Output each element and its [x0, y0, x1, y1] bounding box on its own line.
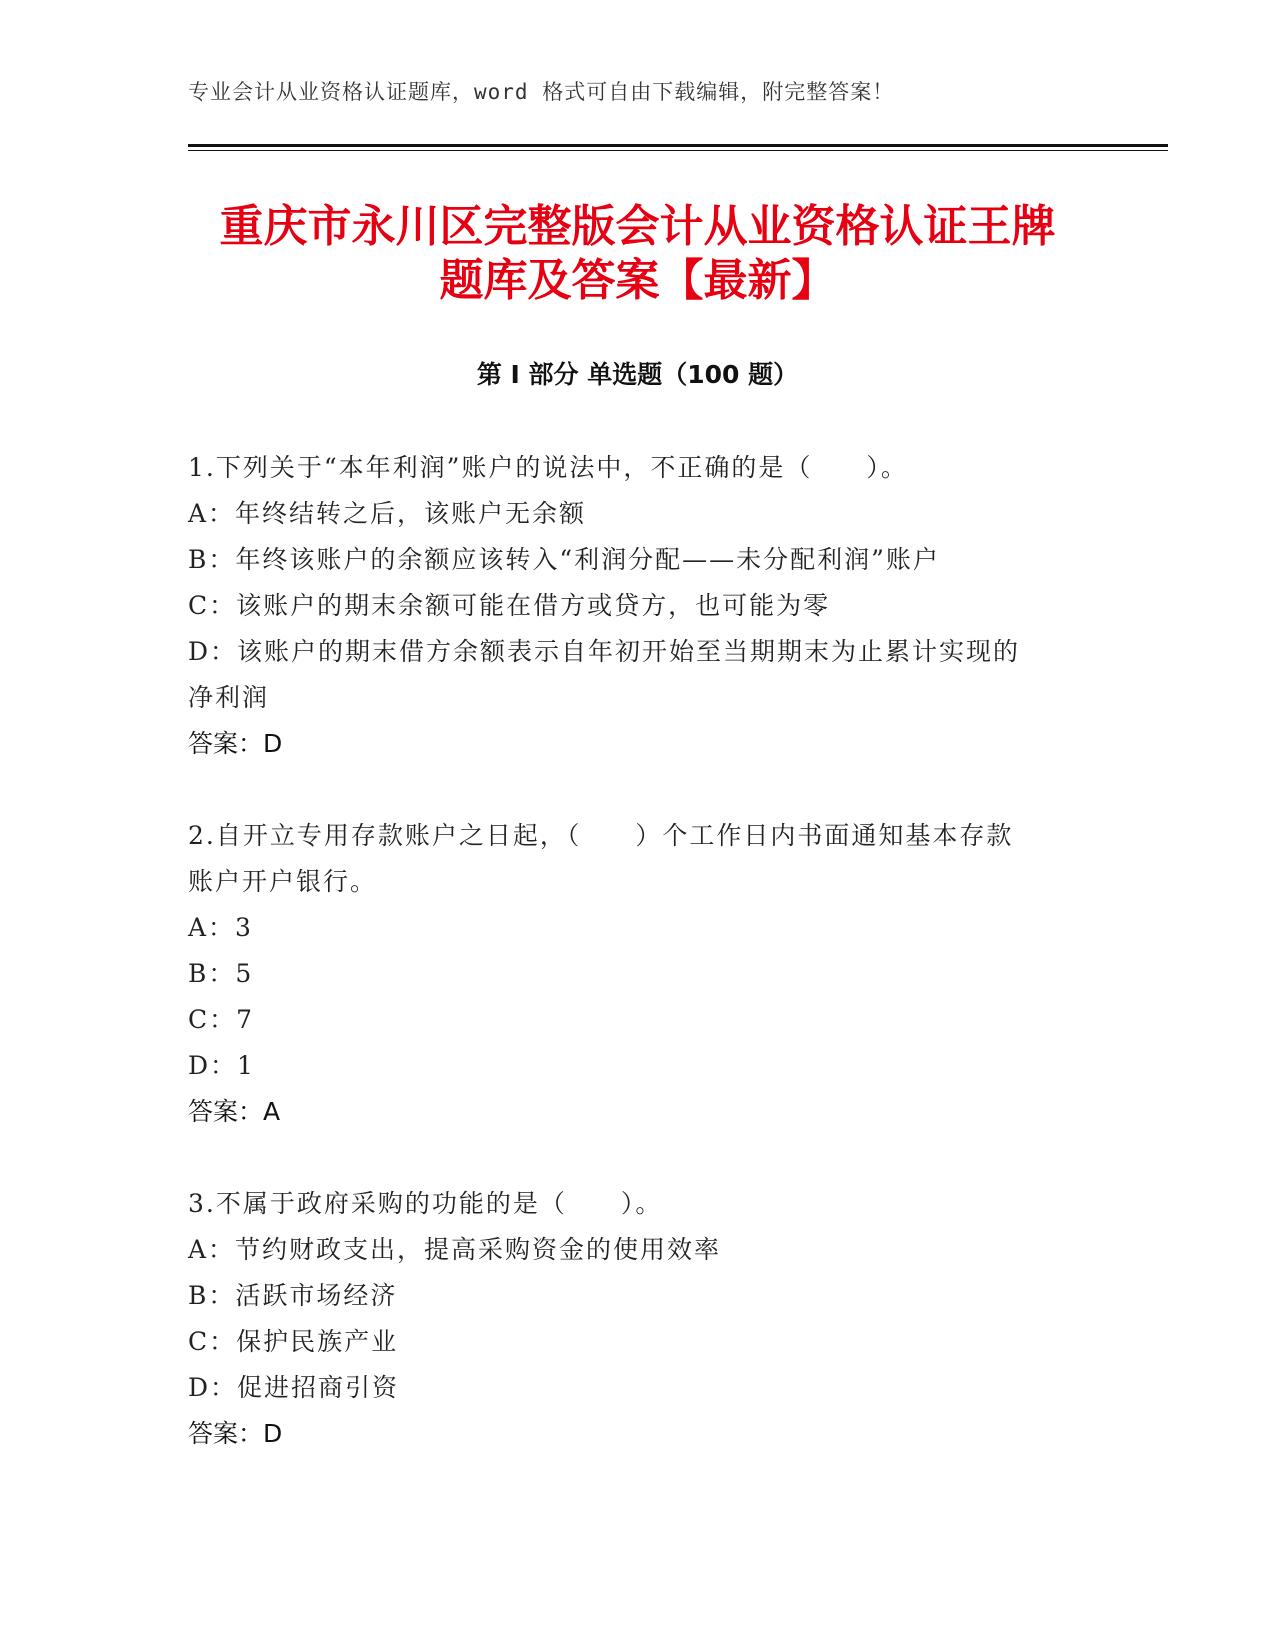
question-3 — [188, 1181, 1088, 1457]
option-d-continued: 净利润 — [188, 683, 270, 712]
page-header: 专业会计从业资格认证题库，word 格式可自由下载编辑，附完整答案！ — [188, 80, 895, 104]
option-b: B：5 — [188, 959, 254, 988]
option-a: A：节约财政支出，提高采购资金的使用效率 — [188, 1235, 722, 1264]
question-stem: 1.下列关于“本年利润”账户的说法中，不正确的是（ ）。 — [188, 453, 908, 482]
answer: 答案：A — [188, 1097, 281, 1126]
question-2 — [188, 813, 1088, 1135]
answer: 答案：D — [188, 1419, 283, 1448]
option-a: A：3 — [188, 913, 253, 942]
question-stem: 2.自开立专用存款账户之日起，（ ）个工作日内书面通知基本存款 — [188, 821, 1014, 850]
option-c: C：保护民族产业 — [188, 1327, 399, 1356]
option-d: D：该账户的期末借方余额表示自年初开始至当期期末为止累计实现的 — [188, 637, 1021, 666]
question-stem: 3.不属于政府采购的功能的是（ ）。 — [188, 1189, 663, 1218]
option-d: D：促进招商引资 — [188, 1373, 400, 1402]
option-c: C：7 — [188, 1005, 255, 1034]
header-rule-thin — [188, 150, 1168, 151]
option-d: D：1 — [188, 1051, 255, 1080]
question-list — [188, 445, 1088, 1503]
title-line-2: 题库及答案【最新】 — [439, 255, 836, 306]
question-stem-continued: 账户开户银行。 — [188, 867, 378, 896]
section-heading: 第 I 部分 单选题（100 题） — [476, 360, 799, 389]
option-b: B：年终该账户的余额应该转入“利润分配——未分配利润”账户 — [188, 545, 940, 574]
title-line-1: 重庆市永川区完整版会计从业资格认证王牌 — [219, 201, 1056, 252]
option-a: A：年终结转之后，该账户无余额 — [188, 499, 587, 528]
header-rule-thick — [188, 144, 1168, 147]
answer: 答案：D — [188, 729, 283, 758]
question-1 — [188, 445, 1088, 767]
document-title — [150, 200, 1125, 308]
option-c: C：该账户的期末余额可能在借方或贷方，也可能为零 — [188, 591, 831, 620]
option-b: B：活跃市场经济 — [188, 1281, 398, 1310]
